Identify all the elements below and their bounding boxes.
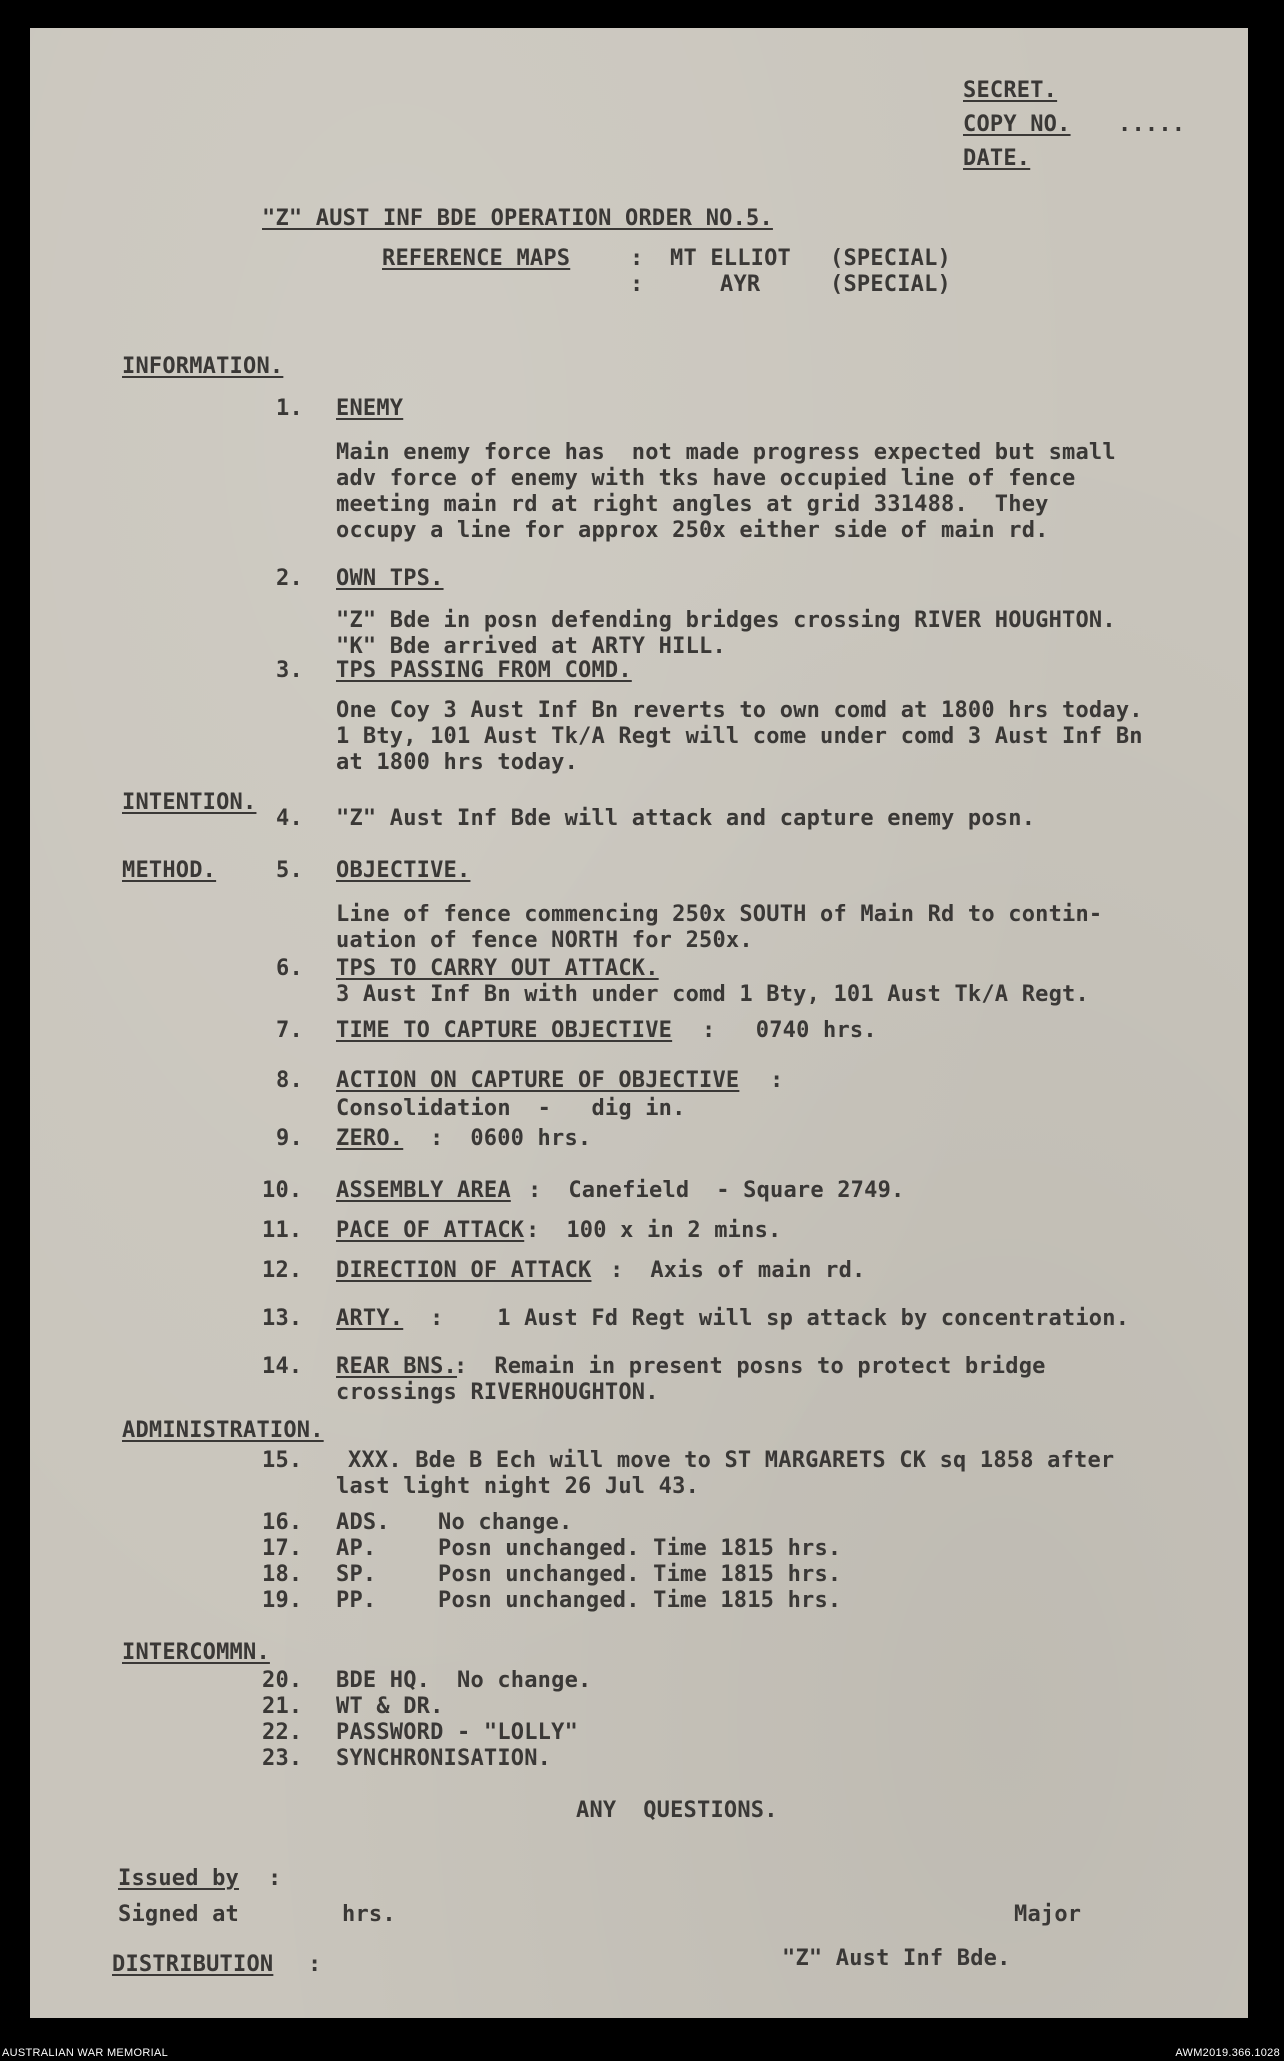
document-page	[30, 28, 1248, 2018]
item-number: 10.	[262, 1178, 303, 1203]
date-label: DATE.	[963, 146, 1031, 171]
item-number: 2.	[276, 566, 303, 591]
item-value: : 100 x in 2 mins.	[526, 1218, 782, 1243]
item-number: 5.	[276, 858, 303, 883]
item-number: 17.	[262, 1536, 303, 1561]
distribution-colon: :	[308, 1952, 322, 1977]
item-heading-arty: ARTY.	[336, 1306, 404, 1331]
item-heading-own-tps: OWN TPS.	[336, 566, 444, 591]
section-intention: INTENTION.	[122, 790, 257, 815]
paragraph-line: Line of fence commencing 250x SOUTH of Main Rd to contin-	[336, 902, 1103, 927]
item-heading-enemy: ENEMY	[336, 396, 404, 421]
item-value: : 0600 hrs.	[430, 1126, 592, 1151]
item-number: 1.	[276, 396, 303, 421]
item-value: : Axis of main rd.	[610, 1258, 866, 1283]
section-administration: ADMINISTRATION.	[122, 1418, 324, 1443]
bde-signature-line: "Z" Aust Inf Bde.	[782, 1946, 1011, 1971]
archive-reference: AWM2019.366.1028	[1175, 2047, 1280, 2059]
item-number: 20.	[262, 1668, 303, 1693]
item-value: PASSWORD - "LOLLY"	[336, 1720, 579, 1745]
paragraph-line: uation of fence NORTH for 250x.	[336, 928, 753, 953]
reference-colon-2: :	[630, 272, 644, 297]
paragraph-line: meeting main rd at right angles at grid 331488. They	[336, 492, 1049, 517]
any-questions: ANY QUESTIONS.	[576, 1798, 778, 1823]
issued-by-colon: :	[268, 1866, 282, 1891]
item-number: 19.	[262, 1588, 303, 1613]
item-value: : 0740 hrs.	[702, 1018, 877, 1043]
item-number: 16.	[262, 1510, 303, 1535]
section-information: INFORMATION.	[122, 354, 284, 379]
item-heading-rear-bns: REAR BNS.	[336, 1354, 458, 1379]
item-heading-zero: ZERO.	[336, 1126, 404, 1151]
item-value: : Canefield - Square 2749.	[528, 1178, 905, 1203]
reference-map-1-note: (SPECIAL)	[830, 246, 952, 271]
paragraph-line: occupy a line for approx 250x either side of main rd.	[336, 518, 1049, 543]
item-number: 21.	[262, 1694, 303, 1719]
item-number: 4.	[276, 806, 303, 831]
item-key: AP.	[336, 1536, 377, 1561]
copy-no-label: COPY NO.	[963, 112, 1071, 137]
item-number: 12.	[262, 1258, 303, 1283]
item-value: WT & DR.	[336, 1694, 444, 1719]
item-heading-time-capture: TIME TO CAPTURE OBJECTIVE	[336, 1018, 673, 1043]
item-heading-objective: OBJECTIVE.	[336, 858, 471, 883]
section-method: METHOD.	[122, 858, 217, 883]
signed-at-label: Signed at	[118, 1902, 240, 1927]
reference-map-1: MT ELLIOT	[670, 246, 792, 271]
item-number: 13.	[262, 1306, 303, 1331]
item-number: 18.	[262, 1562, 303, 1587]
copy-no-dots: .....	[1118, 112, 1186, 137]
paragraph-line: "K" Bde arrived at ARTY HILL.	[336, 634, 726, 659]
major-label: Major	[1014, 1902, 1082, 1927]
item-number: 15.	[262, 1448, 303, 1473]
paragraph-line: crossings RIVERHOUGHTON.	[336, 1380, 659, 1405]
item-value: XXX. Bde B Ech will move to ST MARGARETS CK sq 1858 after	[348, 1448, 1115, 1473]
reference-maps-label: REFERENCE MAPS	[382, 246, 571, 271]
paragraph-line: adv force of enemy with tks have occupied line of fence	[336, 466, 1076, 491]
item-value: :	[770, 1068, 784, 1093]
item-heading-assembly-area: ASSEMBLY AREA	[336, 1178, 511, 1203]
item-value: Posn unchanged. Time 1815 hrs.	[438, 1588, 842, 1613]
item-number: 8.	[276, 1068, 303, 1093]
signed-hrs: hrs.	[342, 1902, 396, 1927]
paragraph-line: Consolidation - dig in.	[336, 1096, 686, 1121]
reference-colon-1: :	[630, 246, 644, 271]
item-heading-tps-attack: TPS TO CARRY OUT ATTACK.	[336, 956, 659, 981]
item-heading-tps-passing: TPS PASSING FROM COMD.	[336, 658, 632, 683]
paragraph-line: 3 Aust Inf Bn with under comd 1 Bty, 101 Aust Tk/A Regt.	[336, 982, 1089, 1007]
section-intercommn: INTERCOMMN.	[122, 1640, 270, 1665]
item-heading-pace: PACE OF ATTACK	[336, 1218, 525, 1243]
item-number: 6.	[276, 956, 303, 981]
item-number: 14.	[262, 1354, 303, 1379]
item-number: 23.	[262, 1746, 303, 1771]
order-title: "Z" AUST INF BDE OPERATION ORDER NO.5.	[262, 206, 773, 231]
secret-label: SECRET.	[963, 78, 1058, 103]
paragraph-line: last light night 26 Jul 43.	[336, 1474, 700, 1499]
item-number: 22.	[262, 1720, 303, 1745]
reference-map-2: AYR	[720, 272, 761, 297]
item-number: 9.	[276, 1126, 303, 1151]
paragraph-line: at 1800 hrs today.	[336, 750, 579, 775]
paragraph-line: Main enemy force has not made progress expected but small	[336, 440, 1116, 465]
item-value: No change.	[438, 1510, 573, 1535]
paragraph-line: "Z" Bde in posn defending bridges crossing RIVER HOUGHTON.	[336, 608, 1116, 633]
item-number: 11.	[262, 1218, 303, 1243]
distribution-label: DISTRIBUTION	[112, 1952, 274, 1977]
item-heading-action-capture: ACTION ON CAPTURE OF OBJECTIVE	[336, 1068, 740, 1093]
item-value: BDE HQ. No change.	[336, 1668, 592, 1693]
item-value: : Remain in present posns to protect bridge	[454, 1354, 1046, 1379]
item-value: Posn unchanged. Time 1815 hrs.	[438, 1536, 842, 1561]
item-key: SP.	[336, 1562, 377, 1587]
item-value: : 1 Aust Fd Regt will sp attack by concentration.	[430, 1306, 1130, 1331]
archive-credit: AUSTRALIAN WAR MEMORIAL	[2, 2047, 169, 2059]
paragraph-line: 1 Bty, 101 Aust Tk/A Regt will come under comd 3 Aust Inf Bn	[336, 724, 1143, 749]
reference-map-2-note: (SPECIAL)	[830, 272, 952, 297]
item-value: Posn unchanged. Time 1815 hrs.	[438, 1562, 842, 1587]
item-key: ADS.	[336, 1510, 390, 1535]
item-number: 3.	[276, 658, 303, 683]
intention-text: "Z" Aust Inf Bde will attack and capture enemy posn.	[336, 806, 1036, 831]
issued-by-label: Issued by	[118, 1866, 240, 1891]
item-heading-direction: DIRECTION OF ATTACK	[336, 1258, 592, 1283]
paragraph-line: One Coy 3 Aust Inf Bn reverts to own comd at 1800 hrs today.	[336, 698, 1143, 723]
item-number: 7.	[276, 1018, 303, 1043]
item-value: SYNCHRONISATION.	[336, 1746, 552, 1771]
item-key: PP.	[336, 1588, 377, 1613]
